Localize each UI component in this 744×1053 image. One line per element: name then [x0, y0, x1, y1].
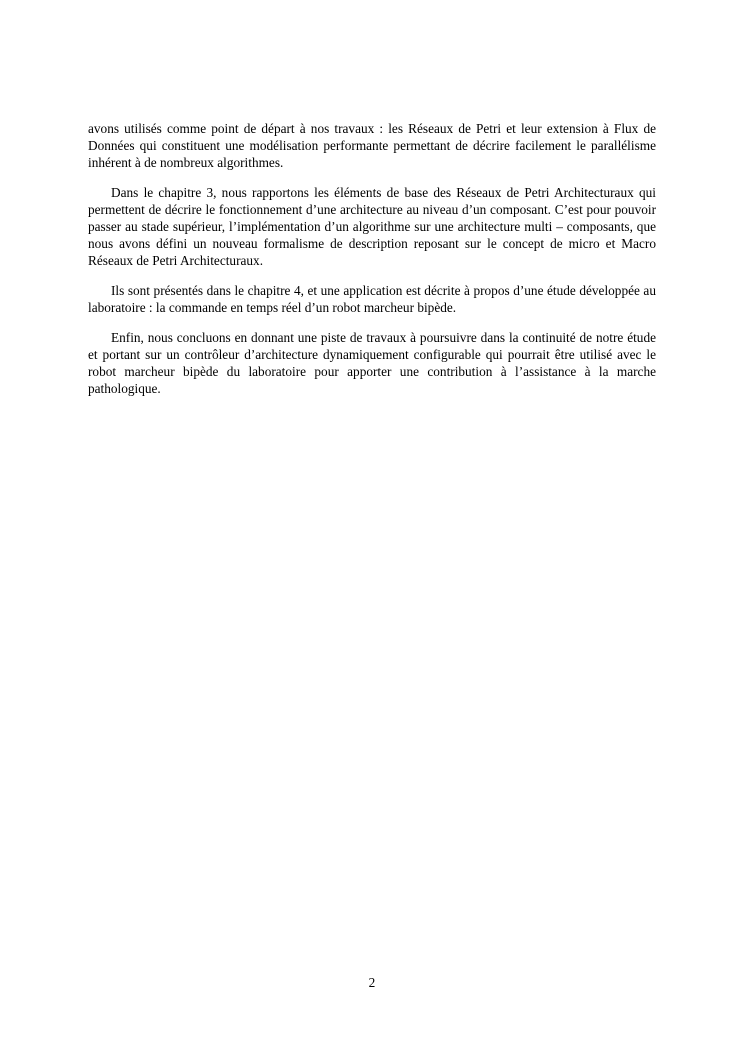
paragraph-chapter-4: Ils sont présentés dans le chapitre 4, et une application est décrite à propos d’une étude développée au laboratoire : la commande en temps réel d’un robot marcheur bipède. [88, 283, 656, 315]
page-number: 2 [368, 975, 376, 990]
paragraph-continuation: avons utilisés comme point de départ à nos travaux : les Réseaux de Petri et leur extension à Flux de Données qui constituent une modélisation performante permettant de décrire facilement le parallélisme inhérent à de nombreux algorithmes. [88, 121, 656, 170]
body-text [88, 120, 656, 410]
paragraph-chapter-3: Dans le chapitre 3, nous rapportons les éléments de base des Réseaux de Petri Architecturaux qui permettent de décrire le fonctionnement d’une architecture au niveau d’un composant. C’est pour pouvoir passer au stade supérieur, l’implémentation d’un algorithme sur une architecture multi – composants, que nous avons défini un nouveau formalisme de description reposant sur le concept de micro et Macro Réseaux de Petri Architecturaux. [88, 185, 656, 268]
paragraph-conclusion: Enfin, nous concluons en donnant une piste de travaux à poursuivre dans la continuité de notre étude et portant sur un contrôleur d’architecture dynamiquement configurable qui pourrait être utilisé avec le robot marcheur bipède du laboratoire pour apporter une contribution à l’assistance à la marche pathologique. [88, 330, 656, 396]
